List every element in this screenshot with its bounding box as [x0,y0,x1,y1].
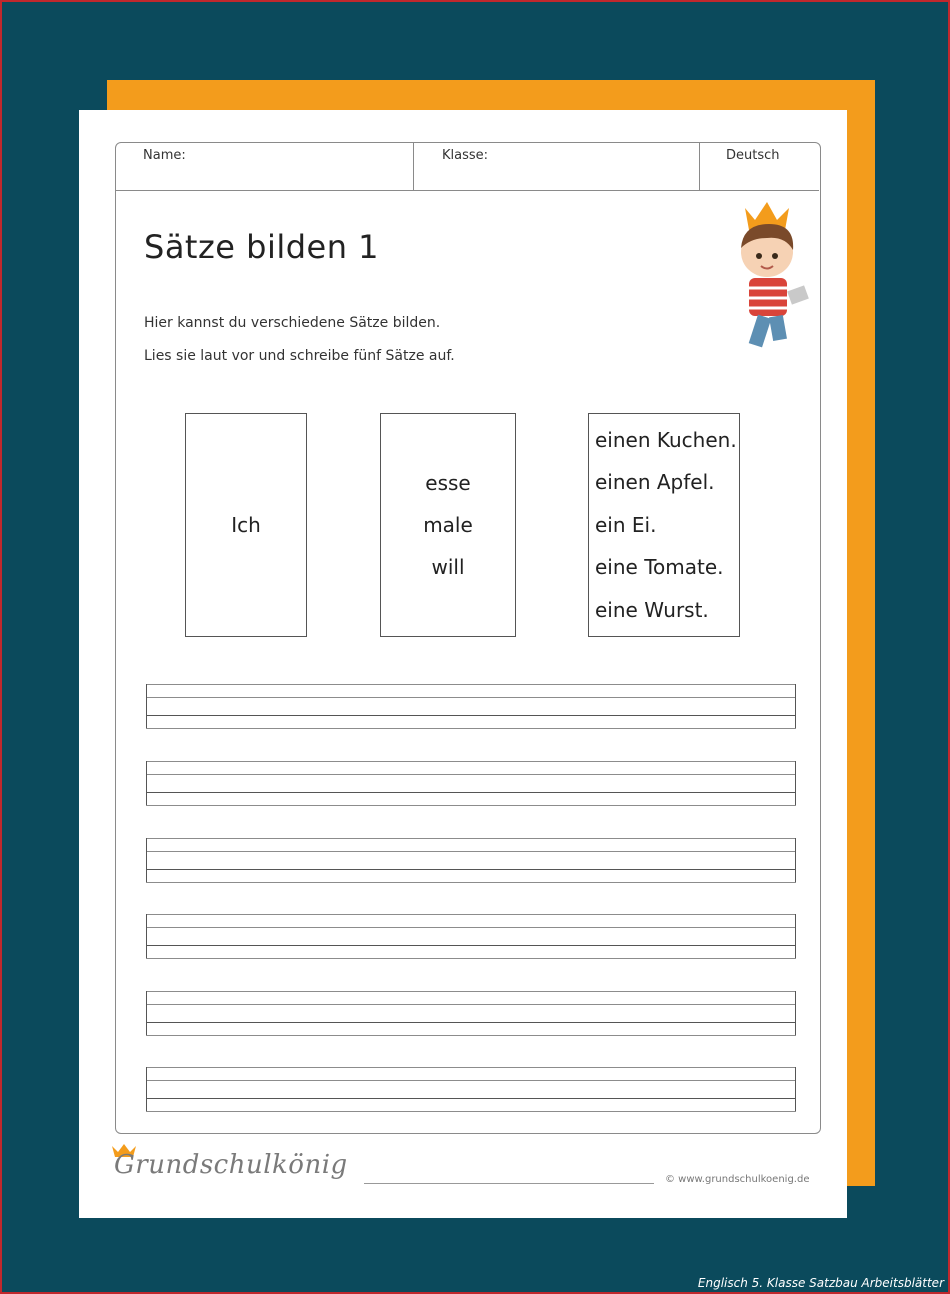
word-item: einen Kuchen. [595,427,737,452]
writing-line-1[interactable] [146,684,796,728]
header-row [115,142,819,191]
writing-line-6[interactable] [146,1067,796,1111]
writing-line-2[interactable] [146,761,796,805]
worksheet [79,110,847,1218]
word-box-subject [185,413,307,637]
class-label: Klasse: [442,148,489,163]
instruction-line-1: Hier kannst du verschiedene Sätze bilden. [144,315,441,331]
writing-line-4[interactable] [146,914,796,958]
brand-logo: Grundschulkönig [114,1150,348,1180]
word-item: eine Tomate. [595,555,724,580]
subject-label: Deutsch [726,148,780,163]
word-box-verb [380,413,516,637]
class-field [413,142,700,190]
word-item: will [431,555,465,579]
word-item: esse [425,471,471,495]
word-item: Ich [231,513,261,537]
copyright-text: © www.grundschulkoenig.de [665,1174,810,1185]
name-field [115,142,413,190]
page-title: Sätze bilden 1 [144,228,380,266]
word-item: male [423,513,473,537]
instruction-line-2: Lies sie laut vor und schreibe fünf Sätze auf. [144,348,455,364]
writing-line-5[interactable] [146,991,796,1035]
image-caption: Englisch 5. Klasse Satzbau Arbeitsblätter [697,1276,944,1290]
footer-divider [364,1183,654,1184]
writing-line-3[interactable] [146,838,796,882]
worksheet-border [115,142,821,1134]
name-label: Name: [143,148,186,163]
subject-field [699,142,820,190]
word-item: eine Wurst. [595,597,709,622]
word-item: einen Apfel. [595,470,715,495]
word-box-object [588,413,740,637]
king-boy-illustration [719,194,815,360]
word-item: ein Ei. [595,512,657,537]
